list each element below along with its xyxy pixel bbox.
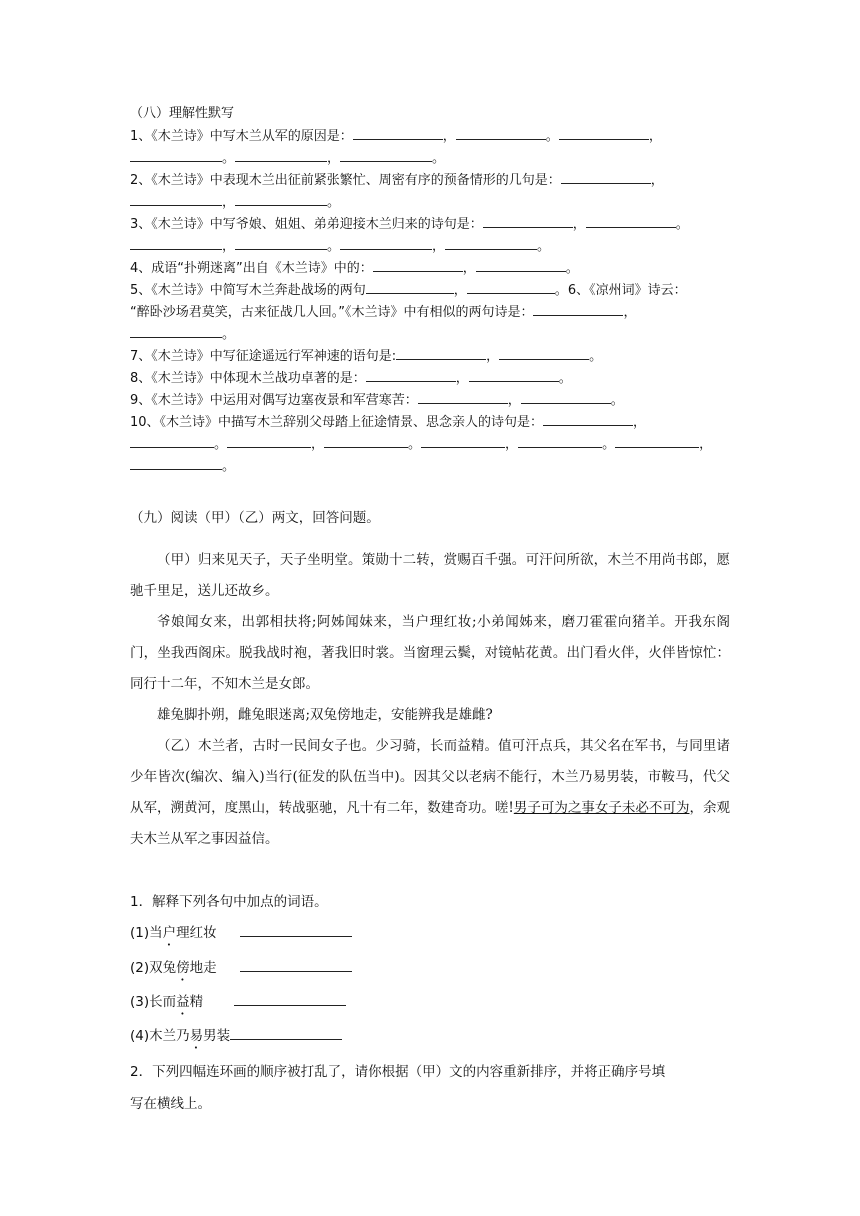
question-9: 9、《木兰诗》中运用对偶写边塞夜景和军营寒苦： ， 。 [130, 389, 730, 411]
answer-blank[interactable] [396, 345, 486, 360]
answer-blank[interactable] [324, 433, 408, 448]
answer-blank[interactable] [353, 125, 443, 140]
answer-blank[interactable] [586, 213, 676, 228]
question-2-line2: 写在横线上。 [130, 1096, 211, 1112]
answer-blank[interactable] [418, 389, 508, 404]
question-10: 10、《木兰诗》中描写木兰辞别父母踏上征途情景、思念亲人的诗句是： ， [130, 411, 730, 433]
answer-blank[interactable] [421, 433, 505, 448]
dotted-word: 易 [189, 1028, 204, 1044]
question-1-title: 1．解释下列各句中加点的词语。 [130, 894, 328, 910]
answer-blank[interactable] [366, 367, 456, 382]
question-2: 2、《木兰诗》中表现木兰出征前紧张繁忙、周密有序的预备情形的几句是： ， [130, 169, 730, 191]
question-4: 4、成语“扑朔迷离”出自《木兰诗》中的： ， 。 [130, 257, 730, 279]
answer-blank[interactable] [240, 922, 352, 937]
question-6: 6、《凉州词》诗云： [567, 283, 687, 298]
question-3-cont: ， 。 ， 。 [130, 235, 730, 257]
question-2-cont: ， 。 [130, 191, 730, 213]
underlined-sentence: 男子可为之事女子未必不可为 [513, 800, 690, 816]
question-6-cont2: 。 [130, 323, 730, 345]
vocab-item-3: (3)长而益精 [130, 991, 346, 1018]
question-7: 7、《木兰诗》中写征途遥远行军神速的语句是: ， 。 [130, 345, 730, 367]
question-3: 3、《木兰诗》中写爷娘、姐姐、弟弟迎接木兰归来的诗句是： ， 。 [130, 213, 730, 235]
section-fill-in [130, 103, 730, 477]
answer-blank[interactable] [559, 125, 649, 140]
dotted-word: 益 [176, 994, 190, 1010]
question-1-cont: 。 ， 。 [130, 147, 730, 169]
answer-blank[interactable] [340, 147, 432, 162]
question-8: 8、《木兰诗》中体现木兰战功卓著的是： ， 。 [130, 367, 730, 389]
answer-blank[interactable] [456, 125, 546, 140]
section-reading-heading: （九）阅读（甲）（乙）两文，回答问题。 [130, 510, 380, 526]
dotted-word: 傍 [176, 960, 190, 976]
passage-jia-p2: 爷娘闻女来，出郭相扶将;阿姊闻妹来，当户理红妆;小弟闻姊来，磨刀霍霍向猪羊。开我东阁门，坐我西阁床。脱我战时袍，著我旧时裳。当窗理云鬓，对镜帖花黄。出门看火伴，火伴皆惊忙：同行十二年，不知木兰是女郎。 [130, 614, 730, 692]
passage-yi-p1: （乙）木兰者，古时一民间女子也。少习骑，长而益精。值可汗点兵，其父名在军书，与同里诸少年皆次(编次、编入)当行(征发的队伍当中)。因其父以老病不能行，木兰乃易男装，市鞍马，代父从军，溯黄河，度黑山，转战驱驰，凡十有二年，数建奇功。嗟!男子可为之事女子未必不可为，余观夫木兰从军之事因益信。 [130, 738, 731, 847]
answer-blank[interactable] [234, 991, 346, 1006]
answer-blank[interactable] [561, 169, 651, 184]
answer-blank[interactable] [130, 455, 222, 470]
answer-blank[interactable] [227, 433, 311, 448]
answer-blank[interactable] [366, 279, 454, 294]
vocab-item-2: (2)双兔傍地走 [130, 957, 352, 984]
answer-blank[interactable] [130, 235, 222, 250]
dotted-word: 户 [162, 925, 177, 941]
answer-blank[interactable] [130, 433, 214, 448]
question-5: 5、《木兰诗》中简写木兰奔赴战场的两句 ， 。6、《凉州词》诗云： [130, 279, 730, 301]
answer-blank[interactable] [533, 301, 623, 316]
answer-blank[interactable] [130, 191, 222, 206]
answer-blank[interactable] [615, 433, 699, 448]
answer-blank[interactable] [518, 433, 602, 448]
answer-blank[interactable] [130, 147, 222, 162]
vocab-item-1: (1)当户理红妆 [130, 922, 352, 949]
answer-blank[interactable] [543, 411, 633, 426]
answer-blank[interactable] [445, 235, 537, 250]
vocab-item-4: (4)木兰乃易男装 [130, 1025, 342, 1052]
answer-blank[interactable] [476, 257, 566, 272]
section-heading: （八）理解性默写 [130, 106, 235, 121]
answer-blank[interactable] [483, 213, 573, 228]
answer-blank[interactable] [521, 389, 611, 404]
answer-blank[interactable] [235, 191, 327, 206]
answer-blank[interactable] [230, 1025, 342, 1040]
answer-blank[interactable] [235, 147, 327, 162]
answer-blank[interactable] [499, 345, 589, 360]
question-10-cont2: 。 [130, 455, 730, 477]
question-10-cont: 。 ， 。 ， 。 ， [130, 433, 730, 455]
reading-passages [130, 545, 730, 855]
passage-jia-p3: 雄兔脚扑朔，雌兔眼迷离;双兔傍地走，安能辨我是雄雌? [157, 707, 493, 723]
question-2-line1: 2．下列四幅连环画的顺序被打乱了，请你根据（甲）文的内容重新排序，并将正确序号填 [130, 1064, 666, 1080]
answer-blank[interactable] [130, 323, 222, 338]
answer-blank[interactable] [240, 957, 352, 972]
answer-blank[interactable] [469, 367, 559, 382]
answer-blank[interactable] [340, 235, 432, 250]
passage-jia-p1: （甲）归来见天子，天子坐明堂。策勋十二转，赏赐百千强。可汗问所欲，木兰不用尚书郎，愿驰千里足，送儿还故乡。 [130, 552, 730, 599]
question-6-cont: “醉卧沙场君莫笑，古来征战几人回。”《木兰诗》中有相似的两句诗是： ， [130, 301, 730, 323]
answer-blank[interactable] [467, 279, 555, 294]
answer-blank[interactable] [373, 257, 463, 272]
question-1: 1、《木兰诗》中写木兰从军的原因是： ， 。 ， [130, 125, 730, 147]
answer-blank[interactable] [235, 235, 327, 250]
